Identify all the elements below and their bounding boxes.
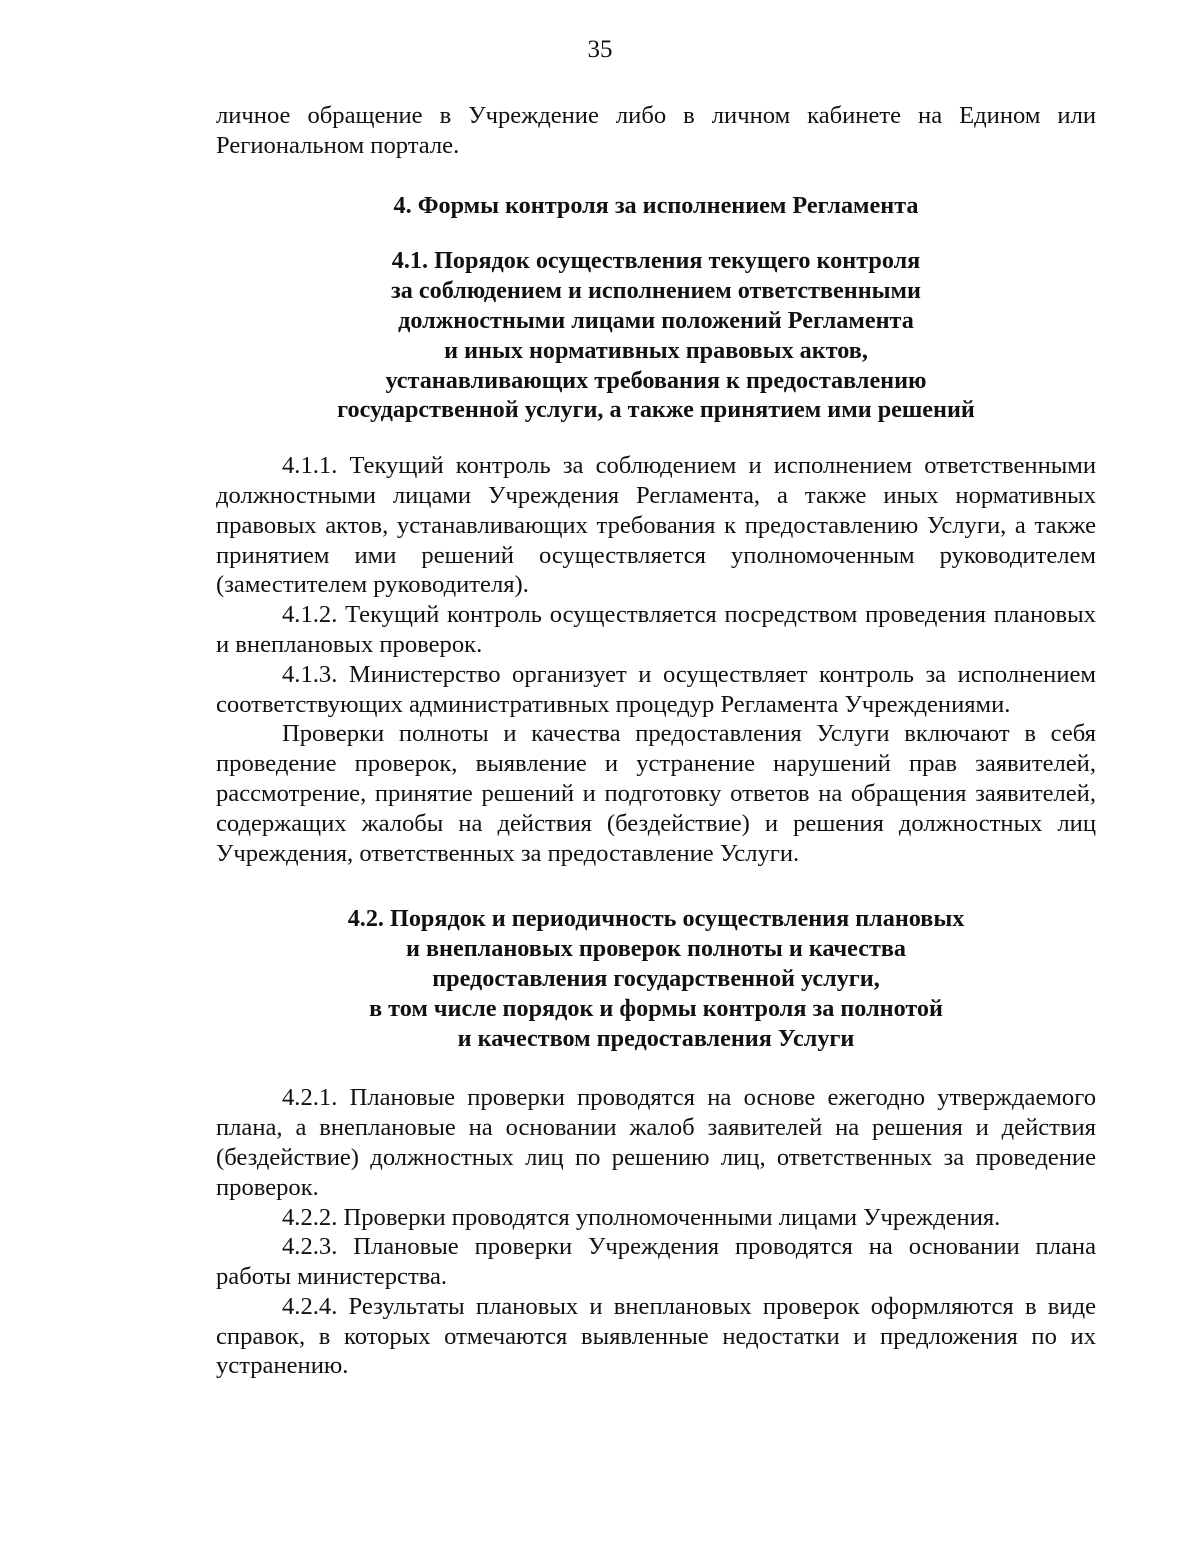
section-4-2-title-line: и внеплановых проверок полноты и качества (406, 935, 906, 963)
page-number: 35 (587, 36, 613, 63)
paragraph-4-2-1: 4.2.1. Плановые проверки проводятся на основе ежегодно утверждаемого плана, а внеплановые на основании жалоб заявителей на решения и действия (бездействие) должностных лиц по решению лиц, ответственных за проведение проверок. (216, 1084, 1096, 1201)
section-4-1-title-line: 4.1. Порядок осуществления текущего контроля (391, 247, 921, 275)
section-4-1-title-line: за соблюдением и исполнением ответственными (391, 277, 921, 305)
intro-paragraph: личное обращение в Учреждение либо в личном кабинете на Едином или Региональном портале. (216, 102, 1096, 159)
section-4-1-title-line: государственной услуги, а также принятием ими решений (337, 396, 975, 424)
document-body (216, 101, 1096, 1381)
paragraph-4-1-checks: Проверки полноты и качества предоставления Услуги включают в себя проведение проверок, выявление и устранение нарушений прав заявителей, рассмотрение, принятие решений и подготовку ответов на обращения заявителей, содержащих жалобы на действия (бездействие) и решения должностных лиц Учреждения, ответственных за предоставление Услуги. (216, 720, 1096, 867)
paragraph-4-2-4: 4.2.4. Результаты плановых и внеплановых проверок оформляются в виде справок, в которых отмечаются выявленные недостатки и предложения по их устранению. (216, 1292, 1096, 1380)
section-4-2-title-line: в том числе порядок и формы контроля за полнотой (369, 994, 943, 1022)
paragraph-4-2-3: 4.2.3. Плановые проверки Учреждения проводятся на основании плана работы министерства. (216, 1233, 1096, 1291)
section-4-1-title-line: и иных нормативных правовых актов, (444, 336, 868, 364)
section-4-2-title-line: предоставления государственной услуги, (432, 964, 880, 992)
section-4-1-title (216, 246, 1096, 425)
paragraph-4-1-1: 4.1.1. Текущий контроль за соблюдением и исполнением ответственными должностными лицами Учреждения Регламента, а также иных нормативных правовых актов, устанавливающих требования к предоставлению Услуги, а также принятием ими решений осуществляется уполномоченным руководителем (заместителем руководителя). (216, 452, 1096, 599)
section-4-2-title-line: и качеством предоставления Услуги (457, 1024, 855, 1052)
section-4-title: 4. Формы контроля за исполнением Регламента (393, 191, 919, 219)
section-4-2-title (216, 904, 1096, 1053)
section-4-1-title-line: устанавливающих требования к предоставлению (385, 366, 927, 394)
paragraph-4-1-3: 4.1.3. Министерство организует и осуществляет контроль за исполнением соответствующих административных процедур Регламента Учреждениями. (216, 660, 1096, 718)
section-4-1-title-line: должностными лицами положений Регламента (398, 306, 914, 334)
section-4-2-title-line: 4.2. Порядок и периодичность осуществления плановых (347, 905, 965, 933)
paragraph-4-1-2: 4.1.2. Текущий контроль осуществляется посредством проведения плановых и внеплановых проверок. (216, 601, 1096, 658)
paragraph-4-2-2: 4.2.2. Проверки проводятся уполномоченными лицами Учреждения. (282, 1203, 1001, 1231)
